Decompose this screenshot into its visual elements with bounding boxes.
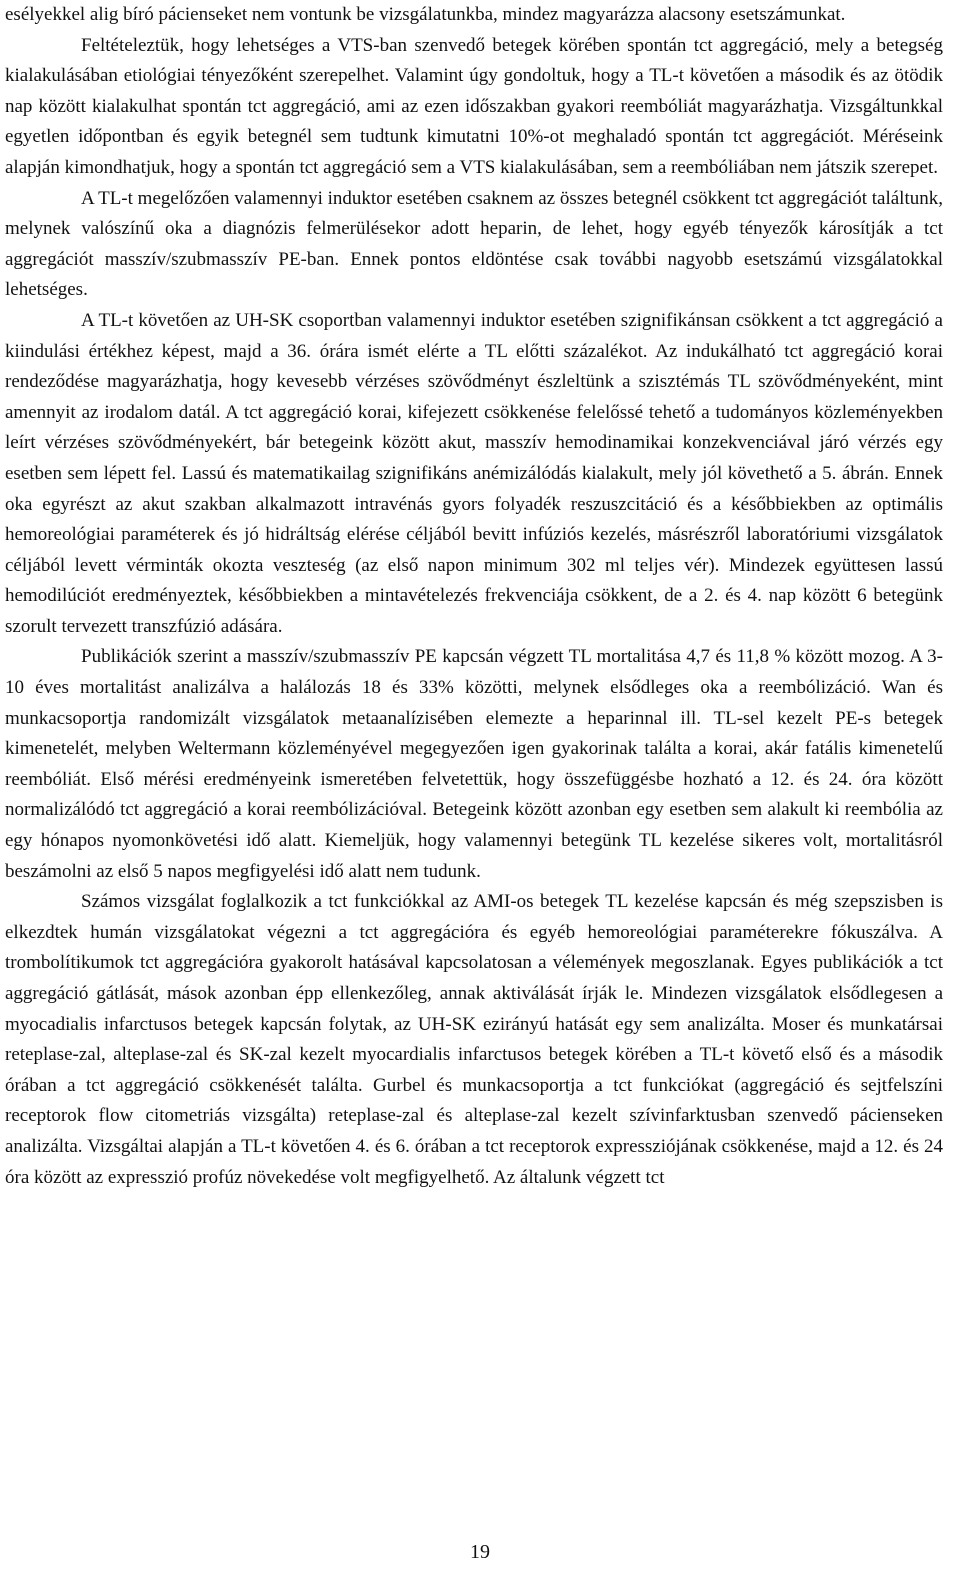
paragraph-3: A TL-t megelőzően valamennyi induktor esetében csaknem az összes betegnél csökkent tct aggregációt találtunk, melynek valószínű oka a diagnózis felmerülésekor adott heparin, de lehet, hogy egyéb tényezők károsítják a tct aggregációt masszív/szubmasszív PE-ban. Ennek pontos eldöntése csak további nagyobb esetszámú vizsgálatokkal lehetséges. (5, 187, 943, 301)
paragraph-2: Feltételeztük, hogy lehetséges a VTS-ban szenvedő betegek körében spontán tct aggregáció, mely a betegség kialakulásában etiológiai tényezőként szerepelhet. Valamint úgy gondoltuk, hogy a TL-t követően a második és az ötödik nap között kialakulhat spontán tct aggregáció, ami az ezen időszakban gyakori reembóliát magyarázhatja. Vizsgáltunkkal egyetlen időpontban és egyik betegnél sem tudtunk kimutatni 10%-ot meghaladó spontán tct aggregációt. Méréseink alapján kimondhatjuk, hogy a spontán tct aggregáció sem a VTS kialakulásában, sem a reembóliában nem játszik szerepet. (5, 34, 943, 178)
paragraph-6: Számos vizsgálat foglalkozik a tct funkciókkal az AMI-os betegek TL kezelése kapcsán és még szepszisben is elkezdtek humán vizsgálatokat végezni a tct aggregációra és egyéb hemoreológiai paraméterekre fókuszálva. A trombolítikumok tct aggregációra gyakorolt hatásával kapcsolatosan a vélemények megoszlanak. Egyes publikációk a tct aggregáció gátlását, mások azonban épp ellenkezőleg, annak aktiválását írják le. Mindezen vizsgálatok elsődlegesen a myocadialis infarctusos betegek kapcsán folytak, az UH-SK ezirányú hatását egy sem analizálta. Moser és munkatársai reteplase-zal, alteplase-zal és SK-zal kezelt myocardialis infarctusos betegek körében a TL-t követő első és a második órában a tct aggregáció csökkenését találta. Gurbel és munkacsoportja a tct funkciókat (aggregáció és sejtfelszíni receptorok flow citometriás vizsgálta) reteplase-zal és alteplase-zal kezelt szívinfarktusban szenvedő pácienseken analizálta. Vizsgáltai alapján a TL-t követően 4. és 6. órában a tct receptorok expressziójának csökkenése, majd a 12. és 24 óra között az expresszió profúz növekedése volt megfigyelhető. Az általunk végzett tct (5, 891, 943, 1188)
document-body (5, 0, 943, 1193)
paragraph-4: A TL-t követően az UH-SK csoportban valamennyi induktor esetében szignifikánsan csökkent a tct aggregáció a kiindulási értékhez képest, majd a 36. órára ismét elérte a TL előtti százalékot. Az indukálható tct aggregáció korai rendeződése magyarázhatja, hogy kevesebb vérzéses szövődményt észleltünk a szisztémás TL szövődményeként, mint amennyit az irodalom datál. A tct aggregáció korai, kifejezett csökkenése felelőssé tehető a tudományos közleményekben leírt vérzéses szövődményekért, bár betegeink között akut, masszív hemodinamikai konzekvenciával járó vérzés egy esetben sem lépett fel. Lassú és matematikailag szignifikáns anémizálódás kialakult, mely jól követhető a 5. ábrán. Ennek oka egyrészt az akut szakban alkalmazott intravénás gyors folyadék reszuszcitáció és a későbbiekben az optimális hemoreológiai paraméterek és jó hidráltság elérése céljából bevitt infúziós kezelés, másrészről laboratóriumi vizsgálatok céljából levett vérminták okozta veszteség (az első napon minimum 302 ml teljes vér). Mindezek együttesen lassú hemodilúciót eredményeztek, későbbiekben a mintavételezés frekvenciája csökkent, de a 2. és 4. nap között 6 betegünk szorult tervezett transzfúzió adására. (5, 309, 943, 637)
page-number: 19 (470, 1541, 490, 1563)
paragraph-5: Publikációk szerint a masszív/szubmasszív PE kapcsán végzett TL mortalitása 4,7 és 11,8 % között mozog. A 3-10 éves mortalitást analizálva a halálozás 18 és 33% közötti, melynek elsődleges oka a reembólizáció. Wan és munkacsoportja randomizált vizsgálatok metaanalízisében elemezte a heparinnal ill. TL-sel kezelt PE-s betegek kimenetelét, melyben Weltermann közleményével megegyezően igen gyakorinak találta a korai, akár fatális kimenetelű reembóliát. Első mérési eredményeink ismeretében felvetettük, hogy összefüggésbe hozható a 12. és 24. óra között normalizálódó tct aggregáció a korai reembólizációval. Betegeink között azonban egy esetben sem alakult ki reembólia az egy hónapos nyomonkövetési idő alatt. Kiemeljük, hogy valamennyi betegünk TL kezelése sikeres volt, mortalitásról beszámolni az első 5 napos megfigyelési idő alatt nem tudunk. (5, 646, 943, 882)
paragraph-1: esélyekkel alig bíró pácienseket nem vontunk be vizsgálatunkba, mindez magyarázza alacsony esetszámunkat. (5, 4, 846, 25)
